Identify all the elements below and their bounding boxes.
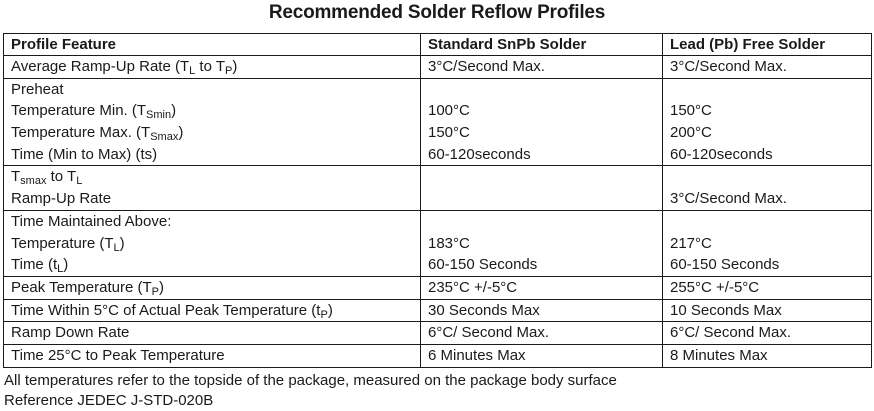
- table-row-time-maintained: [4, 210, 872, 276]
- cell-pbfree: 255°C +/-5°C: [663, 276, 872, 299]
- cell-snpb: 6 Minutes Max: [421, 344, 663, 367]
- cell-pbfree: 6°C/ Second Max.: [663, 322, 872, 345]
- cell-snpb: 235°C +/-5°C: [421, 276, 663, 299]
- cell-snpb: 3°C/Second Max.: [421, 56, 663, 79]
- cell-pbfree: 217°C 60-150 Seconds: [663, 210, 872, 276]
- row-label: Ramp Down Rate: [4, 322, 421, 345]
- cell-snpb: 183°C 60-150 Seconds: [421, 210, 663, 276]
- table-row-peak-temperature: [4, 276, 872, 299]
- cell-pbfree: 10 Seconds Max: [663, 299, 872, 322]
- cell-pbfree: 3°C/Second Max.: [663, 56, 872, 79]
- cell-snpb: [421, 166, 663, 210]
- table-row-ramp-down: [4, 322, 872, 345]
- row-label: Preheat Temperature Min. $(T_{Smin})$ Temperature Max. $(T_{Smax})$ Time (Min to Max) (ts): [4, 78, 421, 166]
- header-row: [4, 34, 872, 56]
- cell-pbfree: 3°C/Second Max.: [663, 166, 872, 210]
- row-label: $T_{smax}$ to $T_L$ Ramp-Up Rate: [4, 166, 421, 210]
- table-row-ramp-up: [4, 56, 872, 79]
- table-row-tsmax-to-tl: [4, 166, 872, 210]
- table-title: Recommended Solder Reflow Profiles: [268, 2, 606, 23]
- row-label: Time 25°C to Peak Temperature: [4, 344, 421, 367]
- column-header-feature: Profile Feature: [4, 34, 421, 56]
- footnote-reference: Reference JEDEC J-STD-020B: [4, 392, 214, 409]
- cell-pbfree: 8 Minutes Max: [663, 344, 872, 367]
- cell-snpb: 100°C 150°C 60-120seconds: [421, 78, 663, 166]
- cell-snpb: 6°C/ Second Max.: [421, 322, 663, 345]
- table-row-time-to-peak: [4, 344, 872, 367]
- row-label: Time Within 5°C of Actual Peak Temperature $(t_P)$: [4, 299, 421, 322]
- cell-snpb: 30 Seconds Max: [421, 299, 663, 322]
- column-header-snpb: Standard SnPb Solder: [421, 34, 663, 56]
- row-label: Time Maintained Above: Temperature $(T_L)$ Time $(t_L)$: [4, 210, 421, 276]
- reflow-profile-table: [3, 33, 872, 368]
- column-header-pbfree: Lead (Pb) Free Solder: [663, 34, 872, 56]
- footnote-temperature: All temperatures refer to the topside of the package, measured on the package body surface: [4, 372, 617, 389]
- table-row-preheat: [4, 78, 872, 166]
- cell-pbfree: 150°C 200°C 60-120seconds: [663, 78, 872, 166]
- row-label: Peak Temperature $(T_P)$: [4, 276, 421, 299]
- footnotes: [4, 371, 864, 411]
- row-label: Average Ramp-Up Rate ($T_L$ to $T_P$): [4, 56, 421, 79]
- table-row-time-within-peak: [4, 299, 872, 322]
